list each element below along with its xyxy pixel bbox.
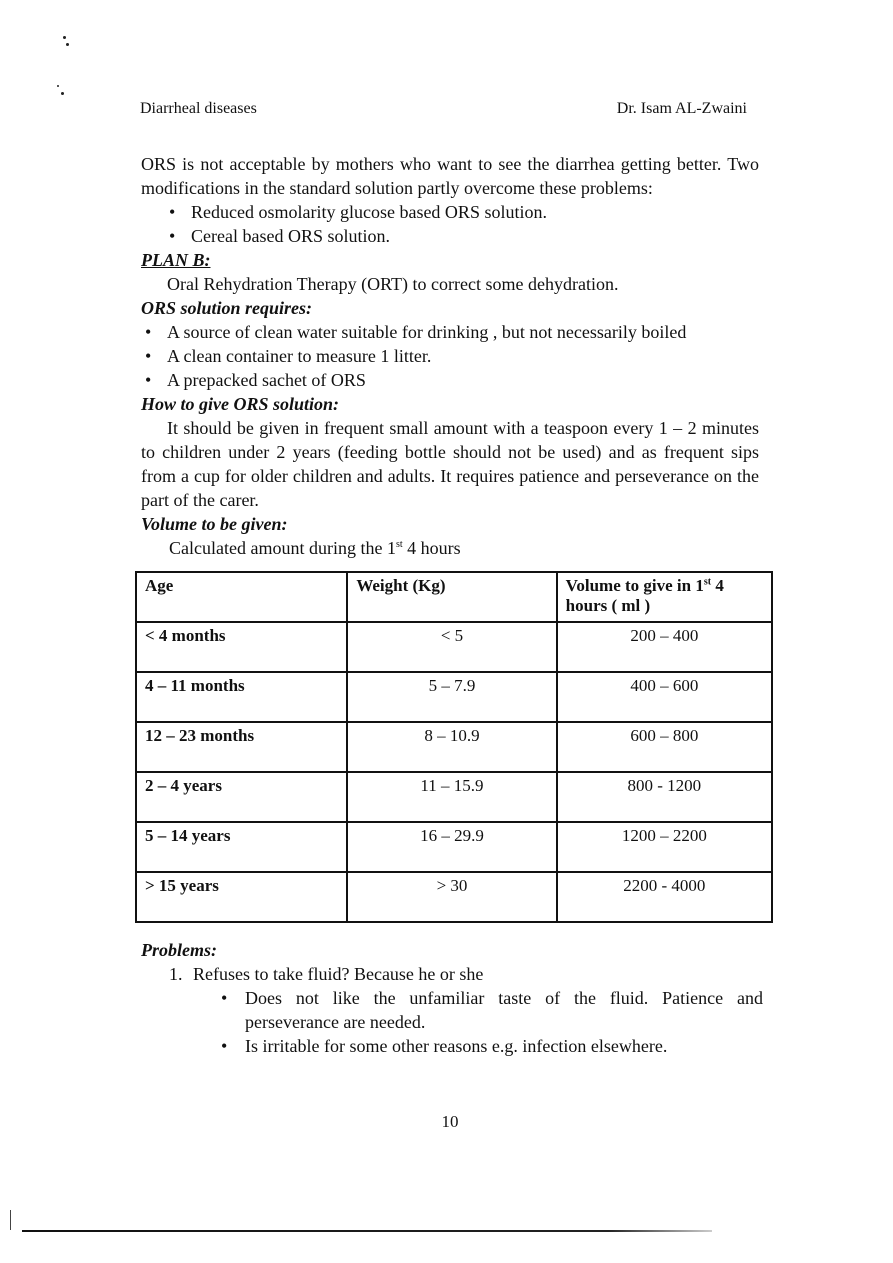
how-to-give-heading: How to give ORS solution:: [141, 394, 340, 414]
list-item: • Does not like the unfamiliar taste of the fluid. Patience and perseverance are needed.: [219, 986, 763, 1034]
scan-edge-mark: [10, 1210, 11, 1230]
age-cell: 12 – 23 months: [136, 722, 347, 772]
volume-header-text-end: 4 hours ( ml ): [565, 576, 724, 615]
age-cell: 2 – 4 years: [136, 772, 347, 822]
ors-volume-table: [135, 571, 773, 923]
volume-cell: 200 – 400: [557, 622, 772, 672]
volume-cell: 2200 - 4000: [557, 872, 772, 922]
weight-cell: < 5: [347, 622, 556, 672]
volume-header-text: Volume to give in 1: [565, 576, 704, 595]
table-row: [136, 622, 772, 672]
volume-cell: 800 - 1200: [557, 772, 772, 822]
age-cell: > 15 years: [136, 872, 347, 922]
scan-speck: [63, 36, 66, 39]
problems-heading: Problems:: [141, 940, 217, 960]
age-cell: 4 – 11 months: [136, 672, 347, 722]
weight-cell: 11 – 15.9: [347, 772, 556, 822]
weight-cell: > 30: [347, 872, 556, 922]
list-item: • Cereal based ORS solution.: [165, 224, 759, 248]
requires-heading: ORS solution requires:: [141, 298, 313, 318]
intro-paragraph: ORS is not acceptable by mothers who want to see the diarrhea getting better. Two modifications in the standard solution partly overcome these problems:: [141, 154, 759, 198]
list-item: • Reduced osmolarity glucose based ORS solution.: [165, 200, 759, 224]
table-row: [136, 772, 772, 822]
main-content: [141, 152, 759, 557]
scan-speck: [57, 85, 59, 87]
table-row: [136, 822, 772, 872]
plan-b-text: Oral Rehydration Therapy (ORT) to correct some dehydration.: [167, 274, 619, 294]
table-row: [136, 872, 772, 922]
column-header-weight: Weight (Kg): [347, 572, 556, 622]
page-number: 10: [441, 1112, 459, 1131]
scan-speck: [61, 92, 64, 95]
requires-bullet-list: [141, 320, 759, 392]
age-cell: < 4 months: [136, 622, 347, 672]
caption-superscript: st: [395, 539, 403, 550]
problem-text: Refuses to take fluid? Because he or she: [193, 964, 484, 984]
header-author: Dr. Isam AL-Zwaini: [616, 100, 747, 117]
problems-section: [141, 938, 763, 1058]
list-item: • A source of clean water suitable for drinking , but not necessarily boiled: [141, 320, 759, 344]
volume-cell: 600 – 800: [557, 722, 772, 772]
column-header-age: Age: [136, 572, 347, 622]
list-item: [169, 962, 763, 1058]
intro-bullet-list: [141, 200, 759, 248]
volume-cell: 400 – 600: [557, 672, 772, 722]
caption-text: Calculated amount during the 1: [169, 538, 396, 558]
scan-bottom-rule: [22, 1230, 712, 1232]
list-item: • A prepacked sachet of ORS: [141, 368, 759, 392]
age-cell: 5 – 14 years: [136, 822, 347, 872]
problems-list: [141, 962, 763, 1058]
caption-text-end: 4 hours: [402, 538, 461, 558]
how-to-give-paragraph: It should be given in frequent small amount with a teaspoon every 1 – 2 minutes to children under 2 years (feeding bottle should not be used) and as frequent sips from a cup for older children and adults. It requires patience and perseverance on the part of the carer.: [141, 418, 759, 510]
scan-speck: [66, 43, 69, 46]
header-title: Diarrheal diseases: [140, 100, 257, 117]
table-row: [136, 722, 772, 772]
table-header-row: [136, 572, 772, 622]
list-number: 1.: [169, 964, 183, 984]
weight-cell: 5 – 7.9: [347, 672, 556, 722]
volume-heading: Volume to be given:: [141, 514, 288, 534]
table-caption: [141, 536, 759, 557]
column-header-volume: [557, 572, 772, 622]
table-row: [136, 672, 772, 722]
list-item: • Is irritable for some other reasons e.g. infection elsewhere.: [219, 1034, 763, 1058]
weight-cell: 8 – 10.9: [347, 722, 556, 772]
plan-b-heading: PLAN B:: [141, 250, 211, 270]
problem-sub-list: [193, 986, 763, 1058]
volume-header-superscript: st: [703, 576, 712, 588]
volume-cell: 1200 – 2200: [557, 822, 772, 872]
weight-cell: 16 – 29.9: [347, 822, 556, 872]
list-item: • A clean container to measure 1 litter.: [141, 344, 759, 368]
